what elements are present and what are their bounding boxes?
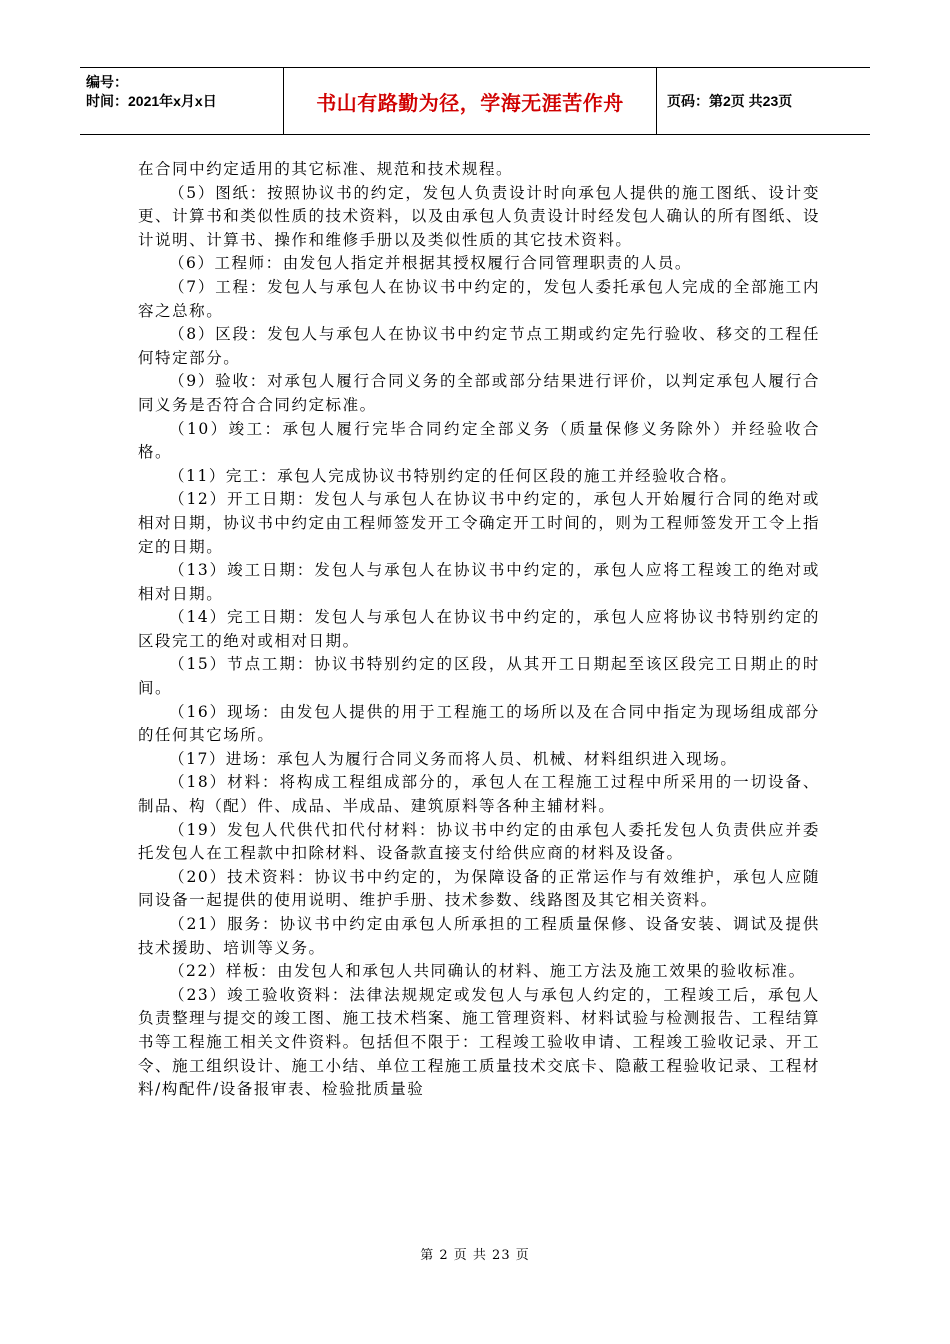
paragraph: （23）竣工验收资料：法律法规规定或发包人与承包人约定的，工程竣工后，承包人负责整理与提交的竣工图、施工技术档案、施工管理资料、材料试验与检测报告、工程结算书等工程施工相关文件资料。包括但不限于：工程竣工验收申请、工程竣工验收记录、开工令、施工组织设计、施工小结、单位工程施工质量技术交底卡、隐蔽工程验收记录、工程材料/构配件/设备报审表、检验批质量验	[138, 985, 821, 1099]
paragraph: （13）竣工日期：发包人与承包人在协议书中约定的，承包人应将工程竣工的绝对或相对日期。	[138, 561, 820, 603]
paragraph: （15）节点工期：协议书特别约定的区段，从其开工日期起至该区段完工日期止的时间。	[138, 655, 820, 698]
paragraph: （16）现场：由发包人提供的用于工程施工的场所以及在合同中指定为现场组成部分的任何其它场所。	[138, 702, 820, 745]
document-time-label: 时间：2021年x月x日	[86, 93, 217, 109]
document-number-label: 编号：	[86, 74, 128, 90]
page-footer: 第 2 页 共 23 页	[420, 1248, 530, 1263]
page-header	[80, 67, 870, 135]
body-text	[138, 158, 820, 1102]
paragraph: （14）完工日期：发包人与承包人在协议书中约定的，承包人应将协议书特别约定的区段完工的绝对或相对日期。	[138, 608, 820, 650]
paragraph: （12）开工日期：发包人与承包人在协议书中约定的，承包人开始履行合同的绝对或相对日期，协议书中约定由工程师签发开工令确定开工时间的，则为工程师签发开工令上指定的日期。	[138, 490, 821, 556]
paragraph: （17）进场：承包人为履行合同义务而将人员、机械、材料组织进入现场。	[169, 749, 738, 768]
header-page-label: 页码：第2页 共23页	[667, 93, 793, 109]
header-meta	[80, 68, 284, 134]
paragraph: 在合同中约定适用的其它标准、规范和技术规程。	[138, 160, 514, 178]
header-motto: 书山有路勤为径，学海无涯苦作舟	[284, 68, 657, 134]
paragraph: （20）技术资料：协议书中约定的，为保障设备的正常运作与有效维护，承包人应随同设备一起提供的使用说明、维护手册、技术参数、线路图及其它相关资料。	[138, 867, 820, 910]
paragraph: （7）工程：发包人与承包人在协议书中约定的，发包人委托承包人完成的全部施工内容之总称。	[138, 277, 820, 320]
paragraph: （11）完工：承包人完成协议书特别约定的任何区段的施工并经验收合格。	[169, 466, 738, 485]
paragraph: （21）服务：协议书中约定由承包人所承担的工程质量保修、设备安装、调试及提供技术援助、培训等义务。	[138, 915, 820, 957]
paragraph: （10）竣工：承包人履行完毕合同约定全部义务（质量保修义务除外）并经验收合格。	[138, 419, 820, 462]
paragraph: （6）工程师：由发包人指定并根据其授权履行合同管理职责的人员。	[169, 254, 692, 273]
paragraph: （18）材料：将构成工程组成部分的，承包人在工程施工过程中所采用的一切设备、制品、构（配）件、成品、半成品、建筑原料等各种主辅材料。	[138, 773, 820, 816]
paragraph: （9）验收：对承包人履行合同义务的全部或部分结果进行评价，以判定承包人履行合同义务是否符合合同约定标准。	[138, 372, 820, 414]
paragraph: （19）发包人代供代扣代付材料：协议书中约定的由承包人委托发包人负责供应并委托发包人在工程款中扣除材料、设备款直接支付给供应商的材料及设备。	[138, 820, 820, 863]
paragraph: （22）样板：由发包人和承包人共同确认的材料、施工方法及施工效果的验收标准。	[169, 962, 806, 981]
paragraph: （5）图纸：按照协议书的约定，发包人负责设计时向承包人提供的施工图纸、设计变更、计算书和类似性质的技术资料，以及由承包人负责设计时经发包人确认的所有图纸、设计说明、计算书、操作和维修手册以及类似性质的其它技术资料。	[138, 183, 821, 249]
paragraph: （8）区段：发包人与承包人在协议书中约定节点工期或约定先行验收、移交的工程任何特定部分。	[138, 325, 820, 367]
